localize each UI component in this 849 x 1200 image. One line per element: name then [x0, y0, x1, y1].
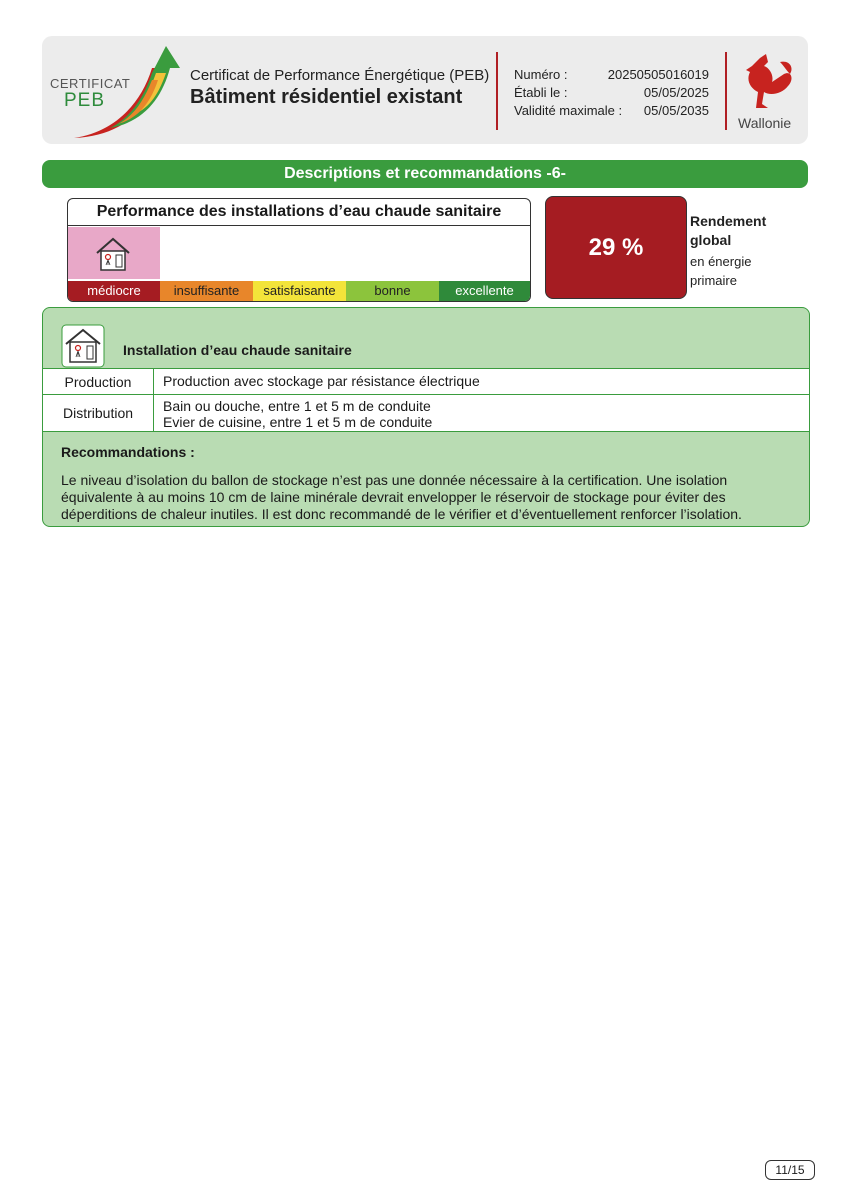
rendement-percent: 29 %	[545, 196, 687, 299]
table-row	[43, 394, 809, 432]
scale-bonne: bonne	[346, 281, 439, 301]
installation-panel	[42, 307, 810, 527]
recommandations-text: Le niveau d’isolation du ballon de stockage n’est pas une donnée nécessaire à la certification. Une isolation équivalente à au moins 10 cm de laine minérale devrait envelopper le réservoir de stockage pour éviter des déperditions de chaleur inutiles. Il est donc recommandé de le vérifier et d’éventuellement renforcer l’isolation.	[61, 472, 742, 522]
header-divider-2	[725, 52, 727, 130]
performance-level-indicator	[68, 227, 160, 279]
wallonie-rooster-icon	[740, 52, 796, 110]
rendement-label	[690, 212, 766, 250]
region-label: Wallonie	[738, 115, 792, 131]
scale-excellente: excellente	[439, 281, 530, 301]
page-number: 11/15	[765, 1160, 815, 1180]
section-title: Descriptions et recommandations -6-	[42, 160, 808, 188]
etabli-label: Établi le :	[514, 85, 568, 100]
rendement-line1: Rendement	[690, 213, 767, 229]
hot-water-house-icon	[61, 324, 105, 368]
document-title: Bâtiment résidentiel existant	[190, 86, 463, 108]
performance-box	[67, 198, 531, 302]
row-label-production: Production	[43, 369, 154, 395]
scale-insuffisante: insuffisante	[160, 281, 253, 301]
scale-mediocre: médiocre	[68, 281, 160, 301]
row-value-distribution-2: Evier de cuisine, entre 1 et 5 m de conduite	[163, 414, 433, 430]
logo-text-peb: PEB	[64, 90, 106, 111]
validite-value: 05/05/2035	[643, 103, 709, 118]
performance-title: Performance des installations d’eau chaude sanitaire	[68, 199, 530, 226]
hot-water-house-icon	[94, 235, 132, 273]
row-label-distribution: Distribution	[43, 395, 154, 431]
rendement-line4: primaire	[690, 273, 737, 288]
rendement-sublabel	[690, 252, 751, 290]
installation-title: Installation d’eau chaude sanitaire	[123, 342, 352, 358]
etabli-value: 05/05/2025	[643, 85, 709, 100]
numero-label: Numéro :	[514, 67, 568, 82]
row-value-distribution-1: Bain ou douche, entre 1 et 5 m de conduite	[163, 398, 431, 414]
logo-text-certificat: CERTIFICAT	[50, 76, 131, 91]
recommandations-label: Recommandations :	[61, 444, 195, 460]
rendement-line2: global	[690, 232, 732, 248]
scale-satisfaisante: satisfaisante	[253, 281, 346, 301]
header-divider	[496, 52, 498, 130]
row-value-production: Production avec stockage par résistance électrique	[163, 373, 480, 389]
validite-label: Validité maximale :	[514, 103, 623, 118]
document-subtitle: Certificat de Performance Énergétique (PEB)	[190, 67, 490, 84]
table-row	[43, 368, 809, 395]
numero-value: 20250505016019	[607, 67, 709, 82]
rendement-line3: en énergie	[690, 254, 752, 269]
